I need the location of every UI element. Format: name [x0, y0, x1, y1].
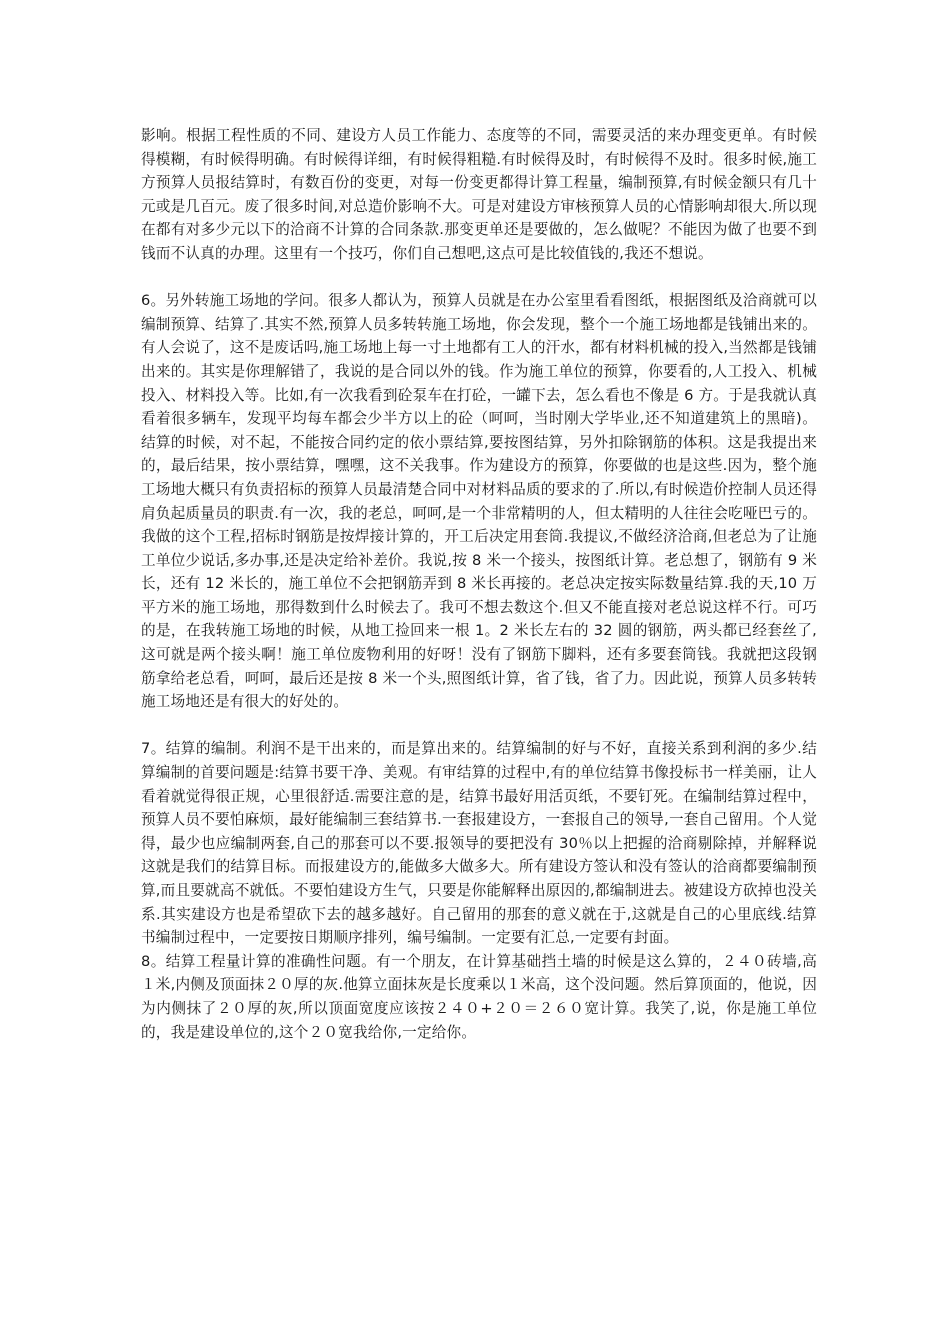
paragraph-intro: 影响。根据工程性质的不同、建设方人员工作能力、态度等的不同，需要灵活的来办理变更单。有时候得模糊，有时候得明确。有时候得详细，有时候得粗糙.有时候得及时，有时候得不及时。很多时候,施工方预算人员报结算时，有数百份的变更，对每一份变更都得计算工程量，编制预算,有时候金额只有几十元或是几百元。废了很多时间,对总造价影响不大。可是对建设方审核预算人员的心情影响却很大.所以现在都有对多少元以下的洽商不计算的合同条款.那变更单还是要做的，怎么做呢？不能因为做了也要不到钱而不认真的办理。这里有一个技巧，你们自己想吧,这点可是比较值钱的,我还不想说。: [141, 127, 817, 262]
paragraph-gap: [141, 266, 817, 290]
paragraph-8-quantity-accuracy: 8。结算工程量计算的准确性问题。有一个朋友，在计算基础挡土墙的时候是这么算的，２４０砖墙,高１米,内侧及顶面抹２０厚的灰.他算立面抹灰是长度乘以１米高，这个没问题。然后算顶面的，他说，因为内侧抹了２０厚的灰,所以顶面宽度应该按２４０+２０＝２６０宽计算。我笑了,说，你是施工单位的，我是建设单位的,这个２０宽我给你,一定给你。: [141, 952, 817, 1041]
paragraph-6-site-visits: 6。另外转施工场地的学问。很多人都认为，预算人员就是在办公室里看看图纸，根据图纸及洽商就可以编制预算、结算了.其实不然,预算人员多转转施工场地，你会发现，整个一个施工场地都是钱铺出来的。有人会说了，这不是废话吗,施工场地上每一寸土地都有工人的汗水，都有材料机械的投入,当然都是钱铺出来的。其实是你理解错了，我说的是合同以外的钱。作为施工单位的预算，你要看的,人工投入、机械投入、材料投入等。比如,有一次我看到砼泵车在打砼，一罐下去，怎么看也不像是 6 方。于是我就认真看着很多辆车，发现平均每车都会少半方以上的砼（呵呵，当时刚大学毕业,还不知道建筑上的黑暗)。结算的时候，对不起，不能按合同约定的依小票结算,要按图结算，另外扣除钢筋的体积。这是我提出来的，最后结果，按小票结算，嘿嘿，这不关我事。作为建设方的预算，你要做的也是这些.因为，整个施工场地大概只有负责招标的预算人员最清楚合同中对材料品质的要求的了.所以,有时候造价控制人员还得肩负起质量员的职责.有一次，我的老总，呵呵,是一个非常精明的人，但太精明的人往往会吃哑巴亏的。我做的这个工程,招标时钢筋是按焊接计算的，开工后决定用套筒.我提议,不做经济洽商,但老总为了让施工单位少说话,多办事,还是决定给补差价。我说,按 8 米一个接头，按图纸计算。老总想了，钢筋有 9 米长，还有 12 米长的，施工单位不会把钢筋弄到 8 米长再接的。老总决定按实际数量结算.我的天,10 万平方米的施工场地，那得数到什么时候去了。我可不想去数这个.但又不能直接对老总说这样不行。可巧的是，在我转施工场地的时候，从地工捡回来一根 1。2 米长左右的 32 圆的钢筋，两头都已经套丝了,这可就是两个接头啊！施工单位废物利用的好呀！没有了钢筋下脚料，还有多要套筒钱。我就把这段钢筋拿给老总看，呵呵，最后还是按 8 米一个头,照图纸计算，省了钱，省了力。因此说，预算人员多转转施工场地还是有很大的好处的。: [141, 292, 817, 711]
paragraph-gap: [141, 714, 817, 738]
document-page: [141, 124, 817, 1044]
paragraph-7-settlement-compilation: 7。结算的编制。利润不是干出来的，而是算出来的。结算编制的好与不好，直接关系到利润的多少.结算编制的首要问题是:结算书要干净、美观。有审结算的过程中,有的单位结算书像投标书一样美丽，让人看着就觉得很正规，心里很舒适.需要注意的是，结算书最好用活页纸，不要钉死。在编制结算过程中，预算人员不要怕麻烦，最好能编制三套结算书.一套报建设方，一套报自己的领导,一套自己留用。个人觉得，最少也应编制两套,自己的那套可以不要.报领导的要把没有 30％以上把握的洽商剔除掉，并解释说这就是我们的结算目标。而报建设方的,能做多大做多大。所有建设方签认和没有签认的洽商都要编制预算,而且要就高不就低。不要怕建设方生气，只要是你能解释出原因的,都编制进去。被建设方砍掉也没关系.其实建设方也是希望砍下去的越多越好。自己留用的那套的意义就在于,这就是自己的心里底线.结算书编制过程中，一定要按日期顺序排列，编号编制。一定要有汇总,一定要有封面。: [141, 740, 817, 947]
